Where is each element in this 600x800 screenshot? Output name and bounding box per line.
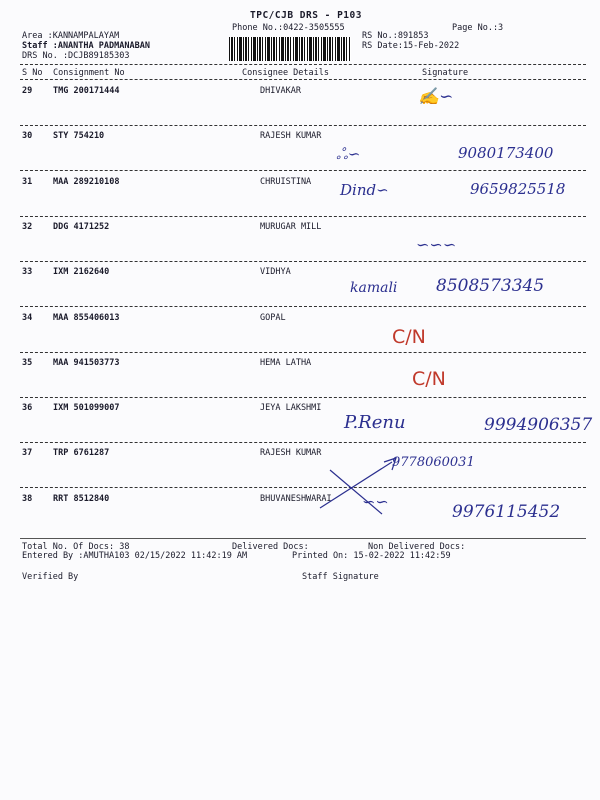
row-consignment-no: MAA 855406013: [53, 313, 120, 323]
signature-row-30: ஃ∽: [336, 145, 361, 163]
page-number: Page No.:3: [452, 23, 504, 33]
column-consignment: Consignment No: [53, 68, 125, 78]
row-consignment-no: RRT 8512840: [53, 494, 110, 504]
header-rule-top: [20, 64, 586, 65]
row-consignee: DHIVAKAR: [260, 86, 301, 96]
row-consignee: GOPAL: [260, 313, 286, 323]
row-consignee: HEMA LATHA: [260, 358, 312, 368]
row-divider: [20, 261, 586, 262]
signature-name-36: P.Renu: [344, 412, 406, 433]
row-consignment-no: TRP 6761287: [53, 448, 110, 458]
drs-number: DRS No. :DCJB89185303: [22, 51, 130, 61]
row-consignee: VIDHYA: [260, 267, 291, 277]
row-divider: [20, 352, 586, 353]
row-sno: 32: [22, 222, 33, 232]
row-sno: 31: [22, 177, 33, 187]
footer-rule: [20, 538, 586, 539]
row-sno: 37: [22, 448, 33, 458]
row-sno: 33: [22, 267, 33, 277]
handwritten-phone-38: 9976115452: [452, 502, 561, 522]
row-divider: [20, 216, 586, 217]
row-sno: 29: [22, 86, 33, 96]
cn-mark-35: C/N: [412, 368, 446, 390]
phone-number: Phone No.:0422-3505555: [232, 23, 345, 33]
column-consignee: Consignee Details: [242, 68, 329, 78]
row-consignment-no: TMG 200171444: [53, 86, 120, 96]
verified-by: Verified By: [22, 572, 79, 582]
signature-row-31: Dind∽: [340, 181, 389, 199]
handwritten-phone-36: 9994906357: [484, 415, 593, 435]
non-delivered-docs: Non Delivered Docs:: [368, 542, 466, 552]
row-consignment-no: MAA 289210108: [53, 177, 120, 187]
signature-cross-mark: [300, 450, 420, 520]
signature-name-33: kamali: [350, 280, 398, 296]
staff-signature: Staff Signature: [302, 572, 379, 582]
row-divider: [20, 397, 586, 398]
row-consignee: BHUVANESHWARAI: [260, 494, 332, 504]
document-title: TPC/CJB DRS - P103: [250, 10, 362, 21]
row-sno: 38: [22, 494, 33, 504]
row-sno: 34: [22, 313, 33, 323]
header-rule-bottom: [20, 79, 586, 80]
row-consignee: MURUGAR MILL: [260, 222, 322, 232]
printed-on: Printed On: 15-02-2022 11:42:59: [292, 551, 451, 561]
signature-row-32: ∽∽∽: [416, 235, 457, 254]
area-label: Area :KANNAMPALAYAM: [22, 31, 120, 41]
row-sno: 35: [22, 358, 33, 368]
row-sno: 30: [22, 131, 33, 141]
row-consignment-no: STY 754210: [53, 131, 105, 141]
row-consignee: RAJESH KUMAR: [260, 448, 322, 458]
entered-by: Entered By :AMUTHA103 02/15/2022 11:42:19 AM: [22, 551, 248, 561]
delivered-docs: Delivered Docs:: [232, 542, 309, 552]
row-consignee: CHRUISTINA: [260, 177, 312, 187]
staff-label: Staff :ANANTHA PADMANABAN: [22, 41, 150, 51]
handwritten-phone-31: 9659825518: [470, 180, 566, 198]
row-consignment-no: DDG 4171252: [53, 222, 110, 232]
column-sno: S No: [22, 68, 43, 78]
column-signature: Signature: [422, 68, 469, 78]
rs-date: RS Date:15-Feb-2022: [362, 41, 460, 51]
handwritten-phone-30: 9080173400: [458, 144, 554, 162]
signature-row-29: ✍∽: [418, 87, 454, 107]
total-docs: Total No. Of Docs: 38: [22, 542, 130, 552]
handwritten-phone-33: 8508573345: [436, 276, 545, 296]
row-divider: [20, 442, 586, 443]
row-consignment-no: IXM 2162640: [53, 267, 110, 277]
cn-mark-34: C/N: [392, 326, 426, 348]
row-divider: [20, 125, 586, 126]
row-consignee: RAJESH KUMAR: [260, 131, 322, 141]
barcode: [229, 37, 351, 61]
row-divider: [20, 170, 586, 171]
handwritten-phone-37: 9778060031: [392, 455, 475, 470]
row-divider: [20, 306, 586, 307]
row-consignment-no: MAA 941503773: [53, 358, 120, 368]
row-consignee: JEYA LAKSHMI: [260, 403, 322, 413]
row-sno: 36: [22, 403, 33, 413]
row-consignment-no: IXM 501099007: [53, 403, 120, 413]
signature-row-38: ∽∽: [362, 492, 389, 511]
rs-number: RS No.:891853: [362, 31, 429, 41]
